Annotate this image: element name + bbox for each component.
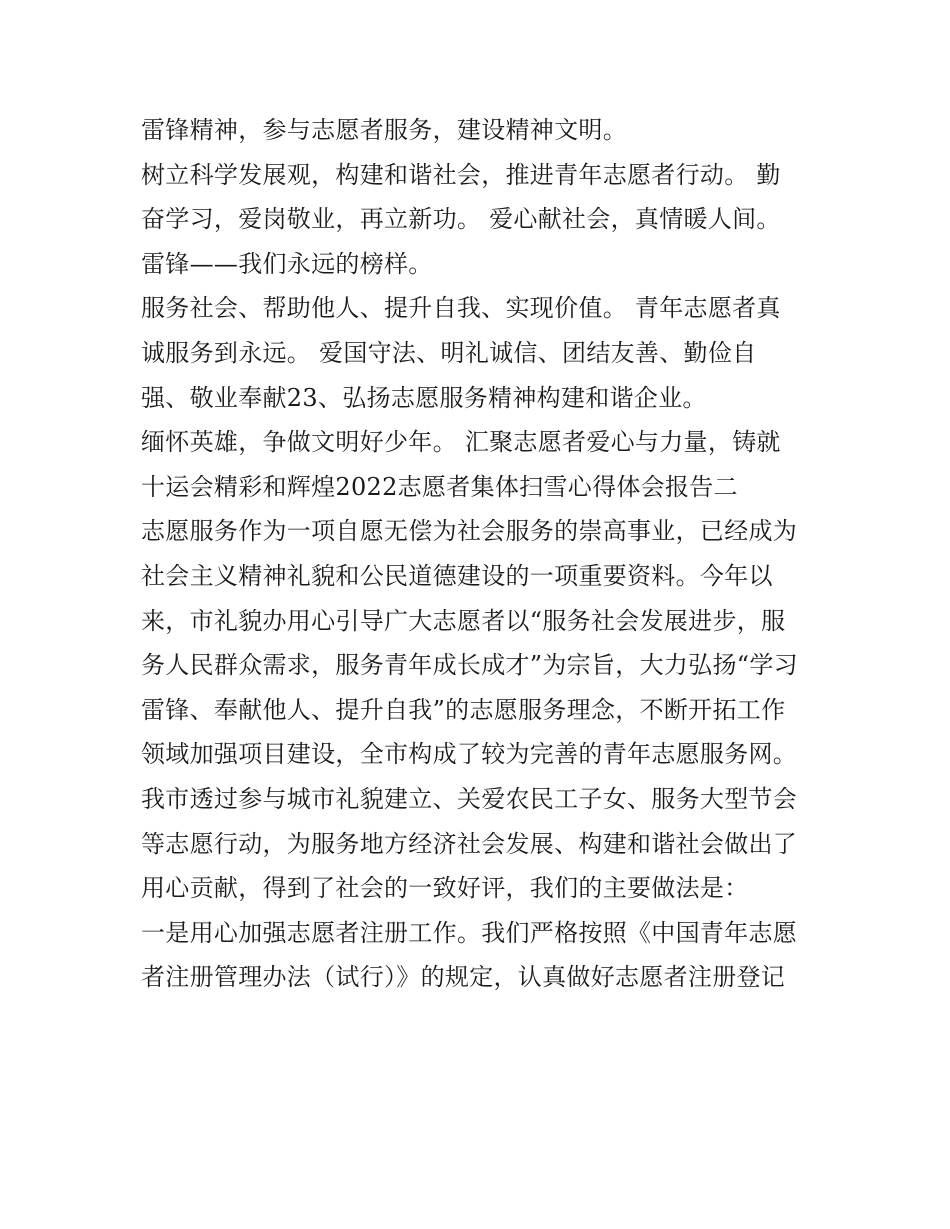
text-line: 强、敬业奉献23、弘扬志愿服务精神构建和谐企业。 [141,383,707,412]
text-line: 领域加强项目建设，全市构成了较为完善的青年志愿服务网。 [141,740,798,769]
text-line: 诚服务到永远。 爱国守法、明礼诚信、团结友善、勤俭自 [141,338,757,367]
text-line: 用心贡献，得到了社会的一致好评，我们的主要做法是： [141,874,749,903]
text-line: 缅怀英雄，争做文明好少年。 汇聚志愿者爱心与力量，铸就 [141,428,781,457]
text-line: 等志愿行动，为服务地方经济社会发展、构建和谐社会做出了 [141,829,798,858]
text-line: 志愿服务作为一项自愿无偿为社会服务的崇高事业，已经成为 [141,517,798,546]
text-line: 者注册管理办法（试行）》的规定，认真做好志愿者注册登记 [141,963,786,992]
text-line: 来，市礼貌办用心引导广大志愿者以“服务社会发展进步，服 [141,606,786,635]
text-line: 奋学习，爱岗敬业，再立新功。 爱心献社会，真情暖人间。 [141,205,781,234]
text-line: 树立科学发展观，构建和谐社会，推进青年志愿者行动。 勤 [141,160,781,189]
text-line: 一是用心加强志愿者注册工作。我们严格按照《中国青年志愿 [141,918,798,947]
text-line: 雷锋、奉献他人、提升自我”的志愿服务理念，不断开拓工作 [141,695,786,724]
text-line: 十运会精彩和辉煌2022志愿者集体扫雪心得体会报告二 [141,472,738,501]
text-line: 务人民群众需求，服务青年成长成才”为宗旨，大力弘扬“学习 [141,651,798,680]
text-line: 社会主义精神礼貌和公民道德建设的一项重要资料。今年以 [141,561,773,590]
text-line: 我市透过参与城市礼貌建立、关爱农民工子女、服务大型节会 [141,784,798,813]
text-line: 雷锋——我们永远的榜样。 [141,249,433,278]
text-line: 服务社会、帮助他人、提升自我、实现价值。 青年志愿者真 [141,294,781,323]
document-body [141,108,841,1000]
text-line: 雷锋精神，参与志愿者服务，建设精神文明。 [141,116,627,144]
